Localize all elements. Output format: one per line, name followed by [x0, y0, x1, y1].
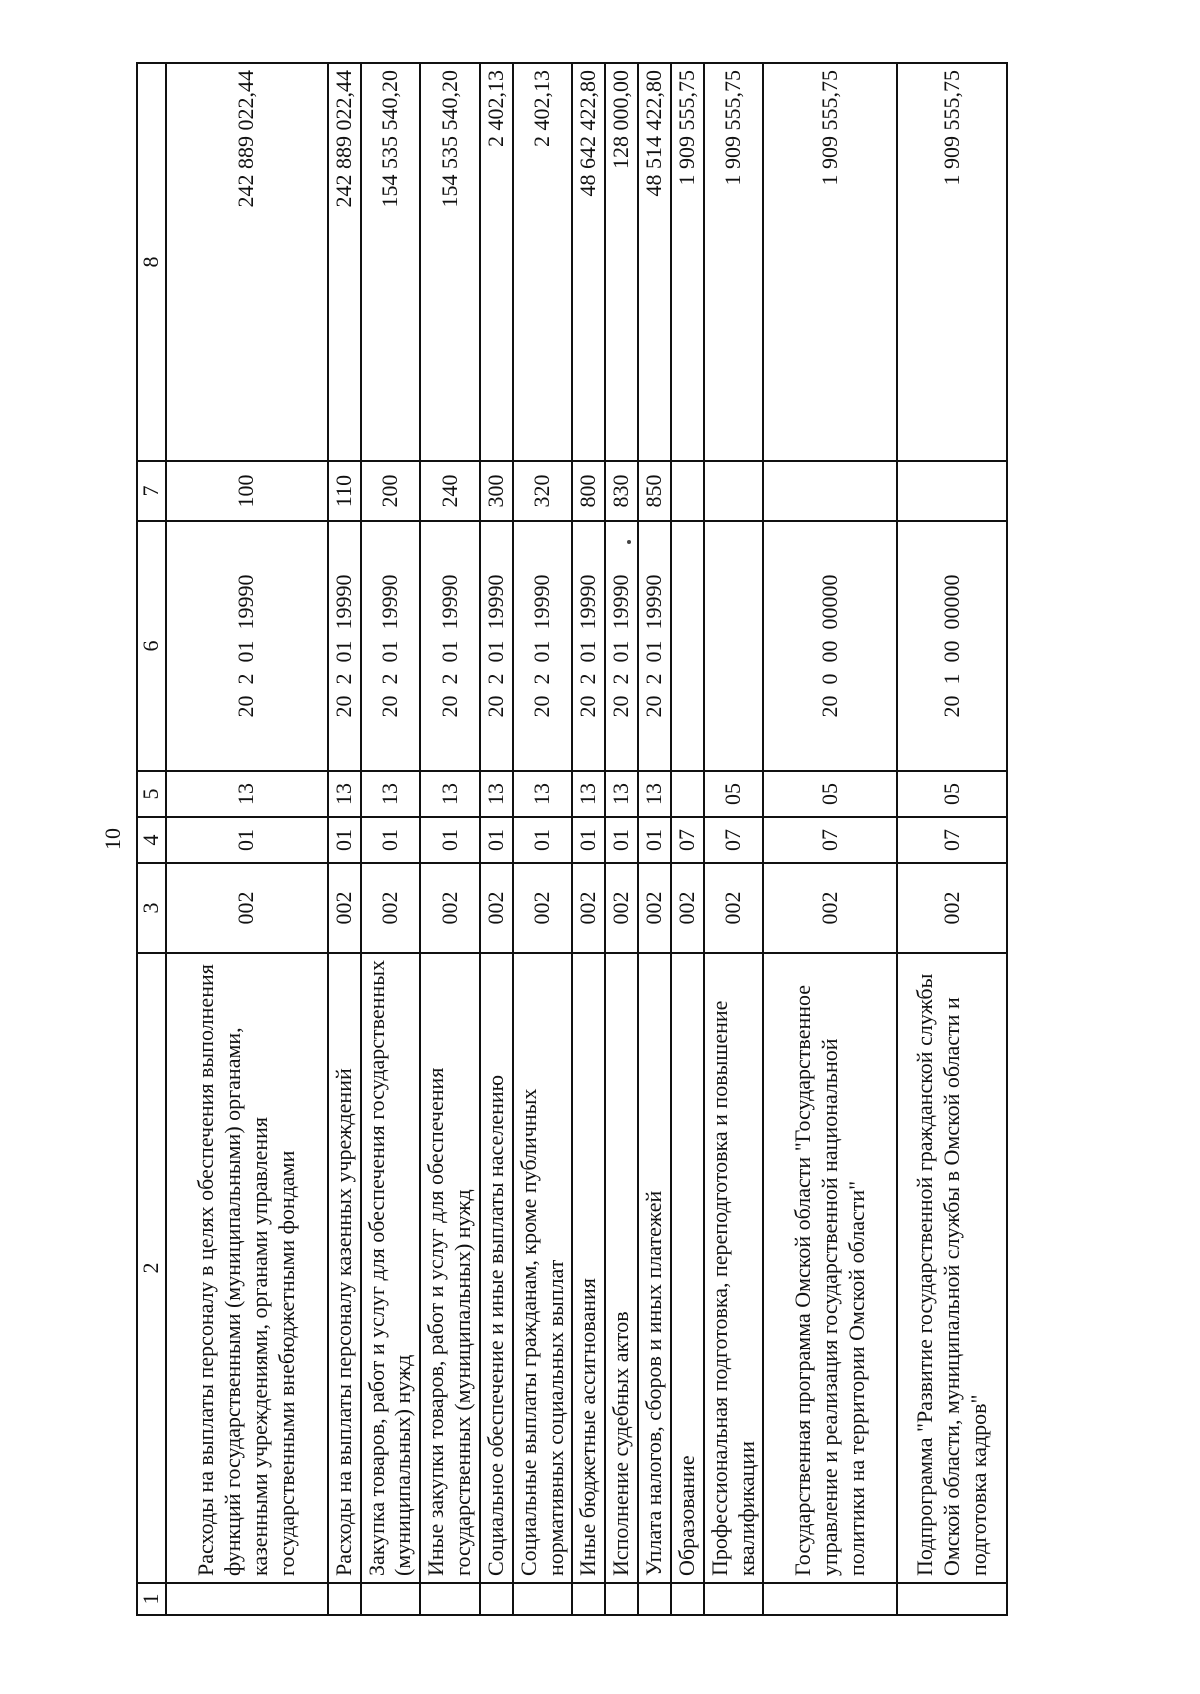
cell-name: Образование — [671, 953, 704, 1583]
cell-amount: 1 909 555,75 — [671, 63, 704, 461]
table-row — [513, 63, 573, 1615]
table-row — [361, 63, 421, 1615]
cell-col4: 01 — [638, 817, 671, 863]
cell-col3: 002 — [166, 863, 328, 953]
cell-amount: 1 909 555,75 — [897, 63, 1007, 461]
cell-col4: 01 — [572, 817, 605, 863]
cell-amount: 2 402,13 — [513, 63, 573, 461]
cell-col4: 01 — [361, 817, 421, 863]
cell-col6: 20 2 01 19990 — [513, 521, 573, 771]
cell-col7 — [704, 461, 764, 521]
table-row — [605, 63, 638, 1615]
cell-name: Иные бюджетные ассигнования — [572, 953, 605, 1583]
cell-col5 — [671, 771, 704, 817]
cell-amount: 48 514 422,80 — [638, 63, 671, 461]
cell-amount: 48 642 422,80 — [572, 63, 605, 461]
cell-col6: 20 2 01 19990 — [361, 521, 421, 771]
cell-col4: 07 — [704, 817, 764, 863]
table-row — [572, 63, 605, 1615]
cell-col7 — [897, 461, 1007, 521]
cell-col6 — [704, 521, 764, 771]
column-header: 6 — [137, 521, 166, 771]
cell-col7 — [671, 461, 704, 521]
cell-col6: 20 2 01 19990 — [420, 521, 480, 771]
cell-col4: 07 — [671, 817, 704, 863]
cell-amount: 154 535 540,20 — [361, 63, 421, 461]
cell-col1 — [328, 1583, 361, 1615]
cell-amount: 1 909 555,75 — [704, 63, 764, 461]
cell-col6: 20 2 01 19990 — [638, 521, 671, 771]
cell-col7: 800 — [572, 461, 605, 521]
cell-col4: 07 — [763, 817, 897, 863]
cell-name: Закупка товаров, работ и услуг для обеспечения государственных (муниципальных) нужд — [361, 953, 421, 1583]
cell-col3: 002 — [480, 863, 513, 953]
cell-col5: 13 — [572, 771, 605, 817]
cell-col4: 07 — [897, 817, 1007, 863]
cell-name: Подпрограмма "Развитие государственной гражданской службы Омской области, муниципальной службы в Омской области и подготовка кадров" — [897, 953, 1007, 1583]
cell-col4: 01 — [328, 817, 361, 863]
cell-name: Уплата налогов, сборов и иных платежей — [638, 953, 671, 1583]
cell-col1 — [480, 1583, 513, 1615]
cell-col7: 320 — [513, 461, 573, 521]
column-header: 3 — [137, 863, 166, 953]
cell-col1 — [166, 1583, 328, 1615]
cell-name: Социальные выплаты гражданам, кроме публичных нормативных социальных выплат — [513, 953, 573, 1583]
cell-col6: 20 2 01 19990 — [328, 521, 361, 771]
cell-amount: 128 000,00 — [605, 63, 638, 461]
cell-col7: 830 — [605, 461, 638, 521]
column-header: 4 — [137, 817, 166, 863]
table-row — [328, 63, 361, 1615]
cell-col3: 002 — [361, 863, 421, 953]
cell-col1 — [513, 1583, 573, 1615]
cell-col3: 002 — [420, 863, 480, 953]
table-header-row — [137, 63, 166, 1615]
cell-col6 — [671, 521, 704, 771]
table-row — [671, 63, 704, 1615]
cell-col3: 002 — [638, 863, 671, 953]
column-header: 8 — [137, 63, 166, 461]
cell-col1 — [671, 1583, 704, 1615]
cell-amount: 2 402,13 — [480, 63, 513, 461]
table-row — [480, 63, 513, 1615]
cell-col5: 13 — [638, 771, 671, 817]
cell-col5: 13 — [361, 771, 421, 817]
table-row — [420, 63, 480, 1615]
cell-col4: 01 — [420, 817, 480, 863]
cell-col1 — [420, 1583, 480, 1615]
cell-col4: 01 — [166, 817, 328, 863]
cell-name: Исполнение судебных актов — [605, 953, 638, 1583]
cell-col7: 200 — [361, 461, 421, 521]
column-header: 1 — [137, 1583, 166, 1615]
table-row — [704, 63, 764, 1615]
cell-col6: 20 1 00 00000 — [897, 521, 1007, 771]
cell-col3: 002 — [671, 863, 704, 953]
cell-col1 — [361, 1583, 421, 1615]
cell-col4: 01 — [480, 817, 513, 863]
cell-name: Социальное обеспечение и иные выплаты населению — [480, 953, 513, 1583]
cell-amount: 154 535 540,20 — [420, 63, 480, 461]
cell-col3: 002 — [513, 863, 573, 953]
cell-col3: 002 — [328, 863, 361, 953]
cell-col1 — [763, 1583, 897, 1615]
cell-col7: 240 — [420, 461, 480, 521]
cell-col7 — [763, 461, 897, 521]
cell-col7: 850 — [638, 461, 671, 521]
cell-col5: 13 — [420, 771, 480, 817]
cell-name: Профессиональная подготовка, переподготовка и повышение квалификации — [704, 953, 764, 1583]
cell-col7: 300 — [480, 461, 513, 521]
page-number: 10 — [100, 828, 125, 850]
budget-table — [136, 62, 1008, 1616]
cell-col6: 20 2 01 19990 — [480, 521, 513, 771]
column-header: 7 — [137, 461, 166, 521]
cell-col1 — [572, 1583, 605, 1615]
table-row — [166, 63, 328, 1615]
cell-name: Иные закупки товаров, работ и услуг для обеспечения государственных (муниципальных) нужд — [420, 953, 480, 1583]
cell-amount: 242 889 022,44 — [328, 63, 361, 461]
cell-col5: 13 — [605, 771, 638, 817]
cell-col5: 05 — [704, 771, 764, 817]
cell-col1 — [897, 1583, 1007, 1615]
cell-col6: 20 0 00 00000 — [763, 521, 897, 771]
cell-col1 — [605, 1583, 638, 1615]
cell-amount: 1 909 555,75 — [763, 63, 897, 461]
cell-col1 — [638, 1583, 671, 1615]
table-row — [763, 63, 897, 1615]
cell-col6: 20 2 01 19990 — [572, 521, 605, 771]
cell-col5: 05 — [897, 771, 1007, 817]
cell-col6: 20 2 01 19990 — [166, 521, 328, 771]
cell-col3: 002 — [605, 863, 638, 953]
column-header: 2 — [137, 953, 166, 1583]
cell-name: Государственная программа Омской области "Государственное управление и реализация государственной национальной политики на территории Омской области" — [763, 953, 897, 1583]
cell-col3: 002 — [897, 863, 1007, 953]
cell-col5: 05 — [763, 771, 897, 817]
cell-col7: 100 — [166, 461, 328, 521]
cell-name: Расходы на выплаты персоналу казенных учреждений — [328, 953, 361, 1583]
cell-col3: 002 — [704, 863, 764, 953]
table-row — [638, 63, 671, 1615]
cell-amount: 242 889 022,44 — [166, 63, 328, 461]
cell-col3: 002 — [572, 863, 605, 953]
cell-col5: 13 — [328, 771, 361, 817]
cell-col7: 110 — [328, 461, 361, 521]
cell-col4: 01 — [513, 817, 573, 863]
cell-col6: 20 2 01 19990 — [605, 521, 638, 771]
cell-name: Расходы на выплаты персоналу в целях обеспечения выполнения функций государственными (муниципальными) органами, казенными учреждениями, органами управления государственными внебюджетными фондами — [166, 953, 328, 1583]
cell-col5: 13 — [513, 771, 573, 817]
column-header: 5 — [137, 771, 166, 817]
cell-col5: 13 — [166, 771, 328, 817]
cell-col4: 01 — [605, 817, 638, 863]
table-row — [897, 63, 1007, 1615]
cell-col5: 13 — [480, 771, 513, 817]
cell-col1 — [704, 1583, 764, 1615]
cell-col3: 002 — [763, 863, 897, 953]
